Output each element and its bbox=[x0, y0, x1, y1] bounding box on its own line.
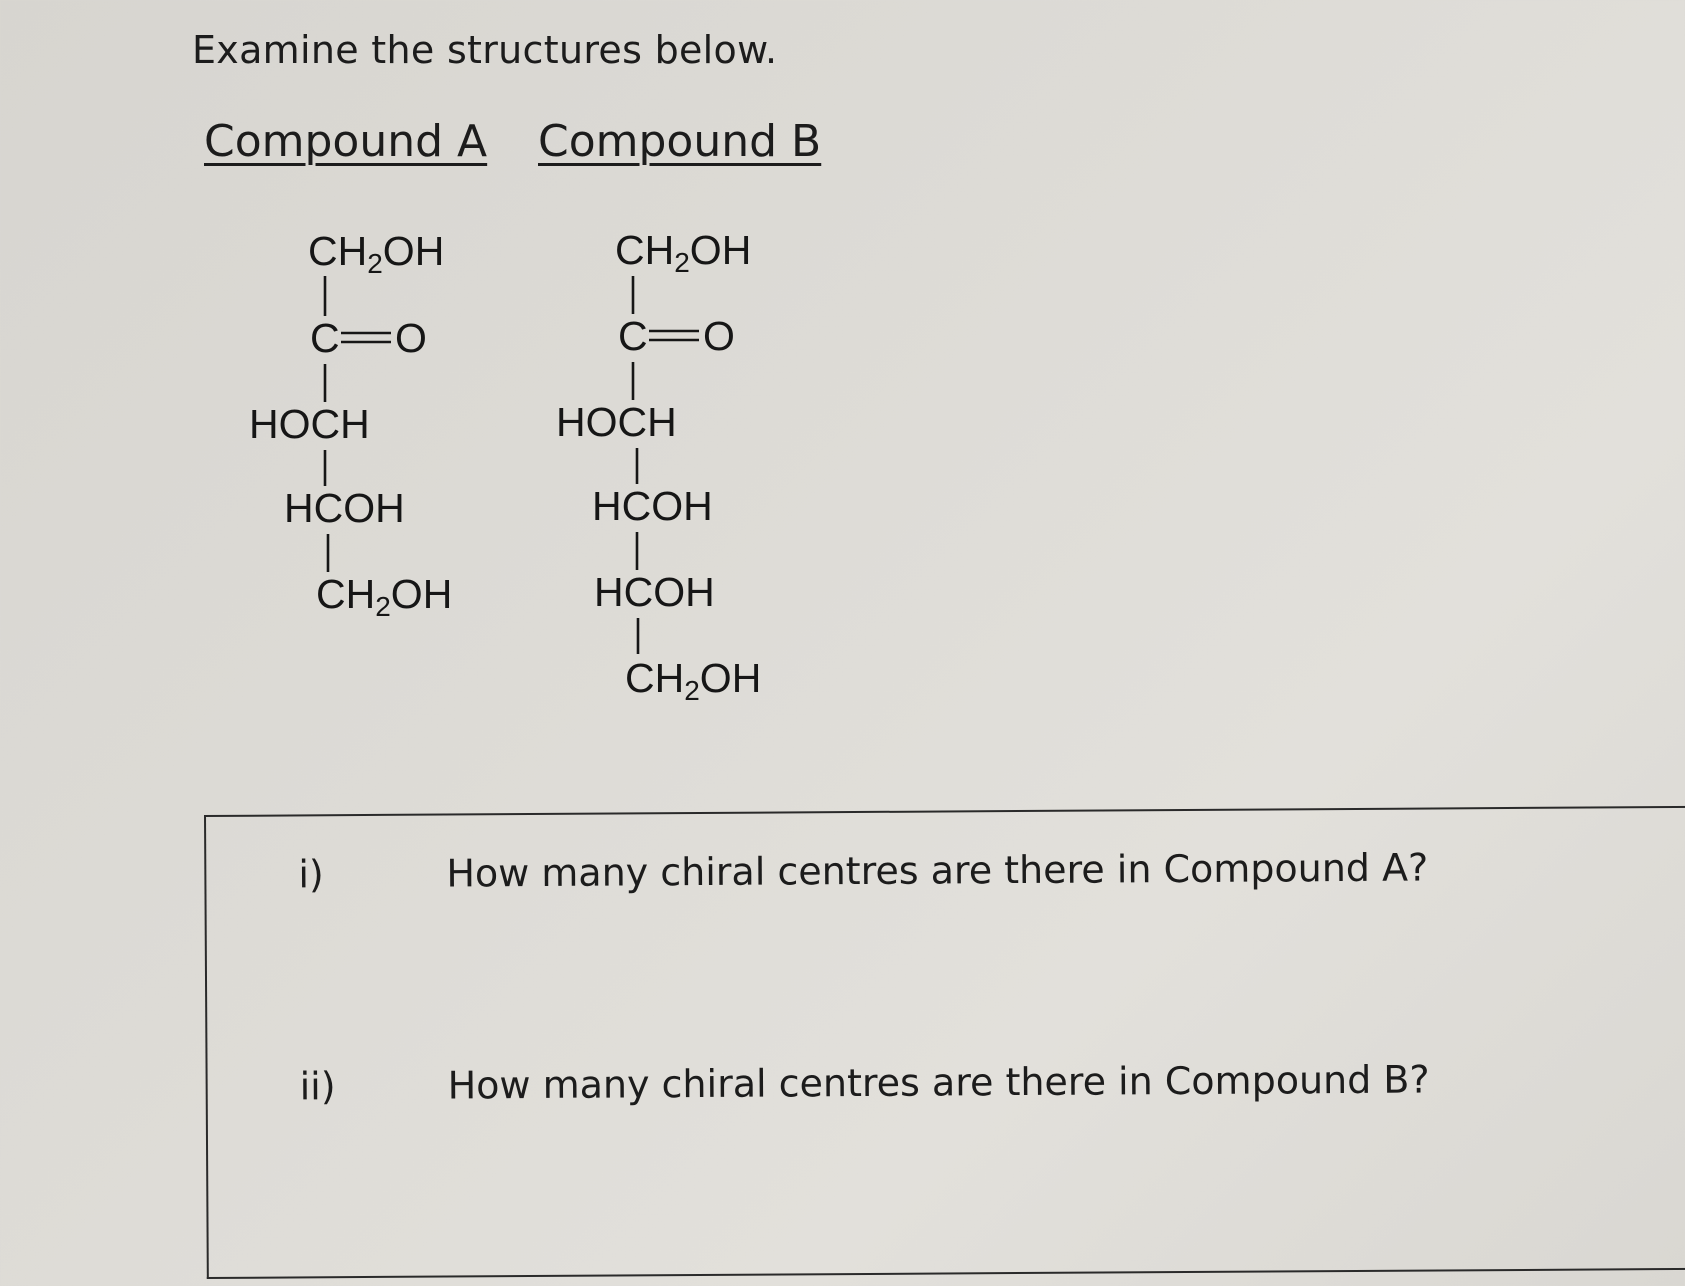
compound-b-hoch: HOCH bbox=[556, 399, 677, 445]
compound-a-heading: Compound A bbox=[204, 116, 488, 167]
question-1-number: i) bbox=[298, 852, 324, 897]
compound-b-hcoh-1: HCOH bbox=[592, 483, 713, 529]
compound-b-carbonyl-oxygen: O bbox=[703, 313, 735, 359]
compound-b-heading: Compound B bbox=[538, 116, 822, 167]
compound-a-hcoh: HCOH bbox=[284, 485, 405, 531]
compound-a-top-ch2oh: CH2OH bbox=[308, 228, 445, 279]
compound-b-hcoh-2: HCOH bbox=[594, 569, 715, 615]
instruction-text: Examine the structures below. bbox=[192, 28, 778, 72]
compound-a-carbonyl-oxygen: O bbox=[395, 315, 427, 361]
compound-b-structure bbox=[556, 227, 761, 706]
compound-a-carbonyl: C bbox=[310, 315, 340, 361]
compound-a-structure bbox=[249, 228, 452, 622]
question-2-number: ii) bbox=[299, 1064, 336, 1109]
compound-b-top-ch2oh: CH2OH bbox=[615, 227, 752, 278]
compound-b-carbonyl: C bbox=[618, 313, 648, 359]
compound-b-bottom-ch2oh: CH2OH bbox=[625, 655, 762, 706]
question-1-text: How many chiral centres are there in Compound A? bbox=[446, 845, 1429, 896]
compound-a-bottom-ch2oh: CH2OH bbox=[316, 571, 453, 622]
questions-box bbox=[204, 806, 1685, 1279]
question-2-text: How many chiral centres are there in Compound B? bbox=[447, 1057, 1430, 1108]
compound-a-hoch: HOCH bbox=[249, 401, 370, 447]
